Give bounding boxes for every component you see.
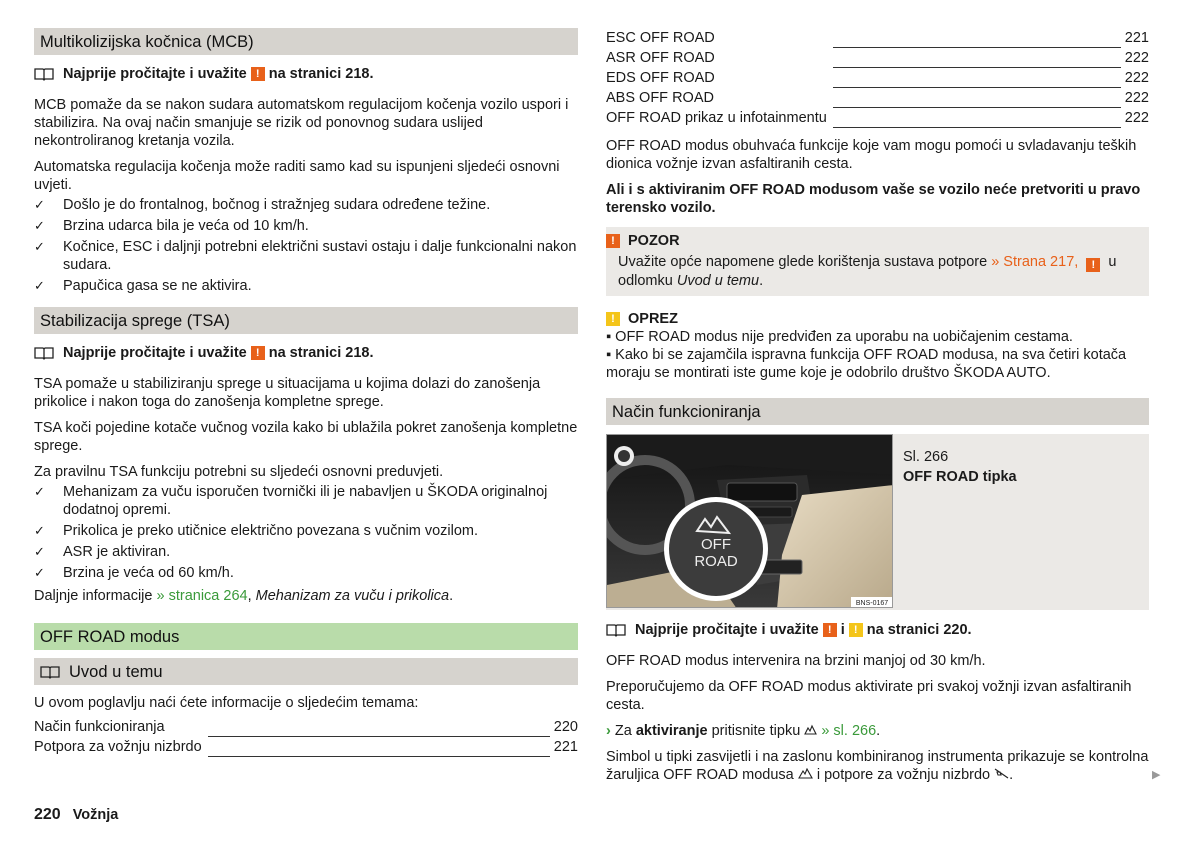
right-column [606, 27, 1149, 784]
offroad-indicator-icon [798, 767, 813, 783]
figure-caption: Sl. 266 OFF ROAD tipka [903, 448, 1017, 485]
paragraph: U ovom poglavlju naći ćete informacije o sljedećim temama: [34, 695, 419, 711]
toc-row[interactable]: ESC OFF ROAD 221 [606, 27, 1149, 47]
section-heading-offroad: OFF ROAD modus [34, 623, 578, 650]
hill-descent-icon [994, 767, 1009, 783]
book-icon [606, 623, 626, 637]
list-item: ✓ Brzina je veća od 60 km/h. [34, 564, 578, 582]
paragraph: Za pravilnu TSA funkciju potrebni su sljedeći osnovni preduvjeti. [34, 464, 444, 480]
cross-reference-link[interactable]: » stranica 264 [156, 588, 248, 604]
figure [606, 434, 1149, 610]
list-item: ✓ Papučica gasa se ne aktivira. [34, 277, 578, 295]
warning-text: Uvažite opće napomene glede korištenja sustava potpore » Strana 217, ! u odlomku Uvod u temu. [618, 253, 1117, 289]
figure-image [606, 434, 893, 608]
paragraph: TSA pomaže u stabiliziranju sprege u situacijama u kojima dolazi do zanošenja prikolice i nakon toga do zanošenja kompletne sprege. [34, 376, 541, 410]
toc-row[interactable]: Potpora za vožnju nizbrdo 221 [34, 736, 578, 756]
page-number: 220 [34, 806, 61, 823]
section-heading-nacin: Način funkcioniranja [606, 398, 1149, 425]
section-heading-tsa: Stabilizacija sprege (TSA) [34, 307, 578, 334]
toc-row[interactable]: EDS OFF ROAD 222 [606, 67, 1149, 87]
paragraph: OFF ROAD modus obuhvaća funkcije koje vam mogu pomoći u svladavanju teških dionica vožnje izvan asfaltiranih cesta. [606, 137, 1137, 172]
list-item: ✓ ASR je aktiviran. [34, 543, 578, 561]
checklist [34, 483, 578, 582]
caution-icon: ! [606, 312, 620, 326]
step-arrow-icon: › [606, 722, 611, 739]
chapter-title: Vožnja [72, 807, 119, 823]
paragraph: Automatska regulacija kočenja može raditi samo kad su ispunjeni sljedeći osnovni uvjeti. [34, 159, 560, 193]
section-heading-mcb: Multikolizijska kočnica (MCB) [34, 28, 578, 55]
table-of-contents [34, 716, 578, 757]
table-of-contents [606, 27, 1149, 128]
action-step: › Za aktiviranje pritisnite tipku » sl. 266. [606, 722, 881, 739]
caution-icon: ! [849, 623, 863, 637]
warning-icon: ! [251, 346, 265, 360]
warning-icon: ! [251, 67, 265, 81]
paragraph: Preporučujemo da OFF ROAD modus aktivirate pri svakoj vožnji izvan asfaltiranih cesta. [606, 678, 1132, 713]
toc-row[interactable]: ABS OFF ROAD 222 [606, 87, 1149, 107]
read-first-note: Najprije pročitajte i uvažite ! i ! na stranici 220. [606, 621, 1149, 639]
cross-reference-link[interactable]: » sl. 266 [821, 722, 877, 739]
paragraph: MCB pomaže da se nakon sudara automatskom regulacijom kočenja vozilo uspori i stabilizira. Na ovaj način smanjuje se rizik od ponovnog sudara uslijed nekontroliranog kretanja vozila. [34, 97, 569, 149]
toc-row[interactable]: ASR OFF ROAD 222 [606, 47, 1149, 67]
continue-arrow-icon: ▶ [1152, 769, 1161, 781]
list-item: ✓ Kočnice, ESC i daljnji potrebni električni sustavi ostaju i dalje funkcionalni nakon sudara. [34, 238, 578, 274]
read-first-note: Najprije pročitajte i uvažite ! na stranici 218. [34, 65, 578, 83]
fig-button-label: ROAD [694, 552, 738, 570]
more-info: Daljnje informacije » stranica 264, Mehanizam za vuču i prikolica. [34, 588, 454, 604]
book-icon [40, 665, 60, 679]
list-item: ✓ Došlo je do frontalnog, bočnog i stražnjeg sudara određene težine. [34, 196, 578, 214]
book-icon [34, 346, 54, 360]
bullet-item: ▪ OFF ROAD modus nije predviđen za uporabu na uobičajenim cestama. [606, 328, 1073, 345]
warning-icon: ! [823, 623, 837, 637]
paragraph: OFF ROAD modus intervenira na brzini manjoj od 30 km/h. [606, 652, 986, 669]
caution-box: ! OPREZ ▪ OFF ROAD modus nije predviđen za uporabu na uobičajenim cestama. ▪ Kako bi se zajamčila ispravna funkcija OFF ROAD modusa, na sva četiri kotača moraju se montirati iste gume koje je odobrilo društvo ŠKODA AUTO. [606, 310, 1149, 382]
list-item: ✓ Prikolica je preko utičnice električno povezana s vučnim vozilom. [34, 522, 578, 540]
page-footer [34, 806, 118, 824]
cross-reference-link[interactable]: » Strana 217, [991, 253, 1079, 270]
toc-row[interactable]: OFF ROAD prikaz u infotainmentu 222 [606, 107, 1149, 127]
warning-box: ! POZOR Uvažite opće napomene glede korištenja sustava potpore » Strana 217, ! u odlomku Uvod u temu. [606, 227, 1149, 296]
left-column [34, 28, 578, 757]
subsection-heading: Uvod u temu [34, 658, 578, 685]
paragraph: TSA koči pojedine kotače vučnog vozila kako bi ublažila pokret zanošenja kompletne sprege. [34, 420, 578, 454]
checklist [34, 196, 578, 295]
fig-code: BNS-0167 [855, 599, 889, 607]
read-first-note: Najprije pročitajte i uvažite ! na stranici 218. [34, 344, 578, 362]
fig-button-label: OFF [701, 535, 731, 553]
warning-icon: ! [606, 234, 620, 248]
paragraph-bold: Ali i s aktiviranim OFF ROAD modusom vaše se vozilo neće pretvoriti u pravo terensko vozilo. [606, 181, 1141, 216]
bullet-item: ▪ Kako bi se zajamčila ispravna funkcija OFF ROAD modusa, na sva četiri kotača moraju se montirati iste gume koje je odobrilo društvo ŠKODA AUTO. [606, 346, 1127, 381]
toc-row[interactable]: Način funkcioniranja 220 [34, 716, 578, 736]
list-item: ✓ Brzina udarca bila je veća od 10 km/h. [34, 217, 578, 235]
offroad-mountain-icon [804, 723, 817, 739]
list-item: ✓ Mehanizam za vuču isporučen tvornički ili je nabavljen u ŠKODA originalnoj dodatnoj opremi. [34, 483, 578, 519]
paragraph: Simbol u tipki zasvijetli i na zaslonu kombiniranog instrumenta prikazuje se kontrolna žaruljica OFF ROAD modusa i potpore za vožnju nizbrdo . [606, 748, 1149, 783]
book-icon [34, 67, 54, 81]
warning-icon: ! [1086, 258, 1100, 272]
